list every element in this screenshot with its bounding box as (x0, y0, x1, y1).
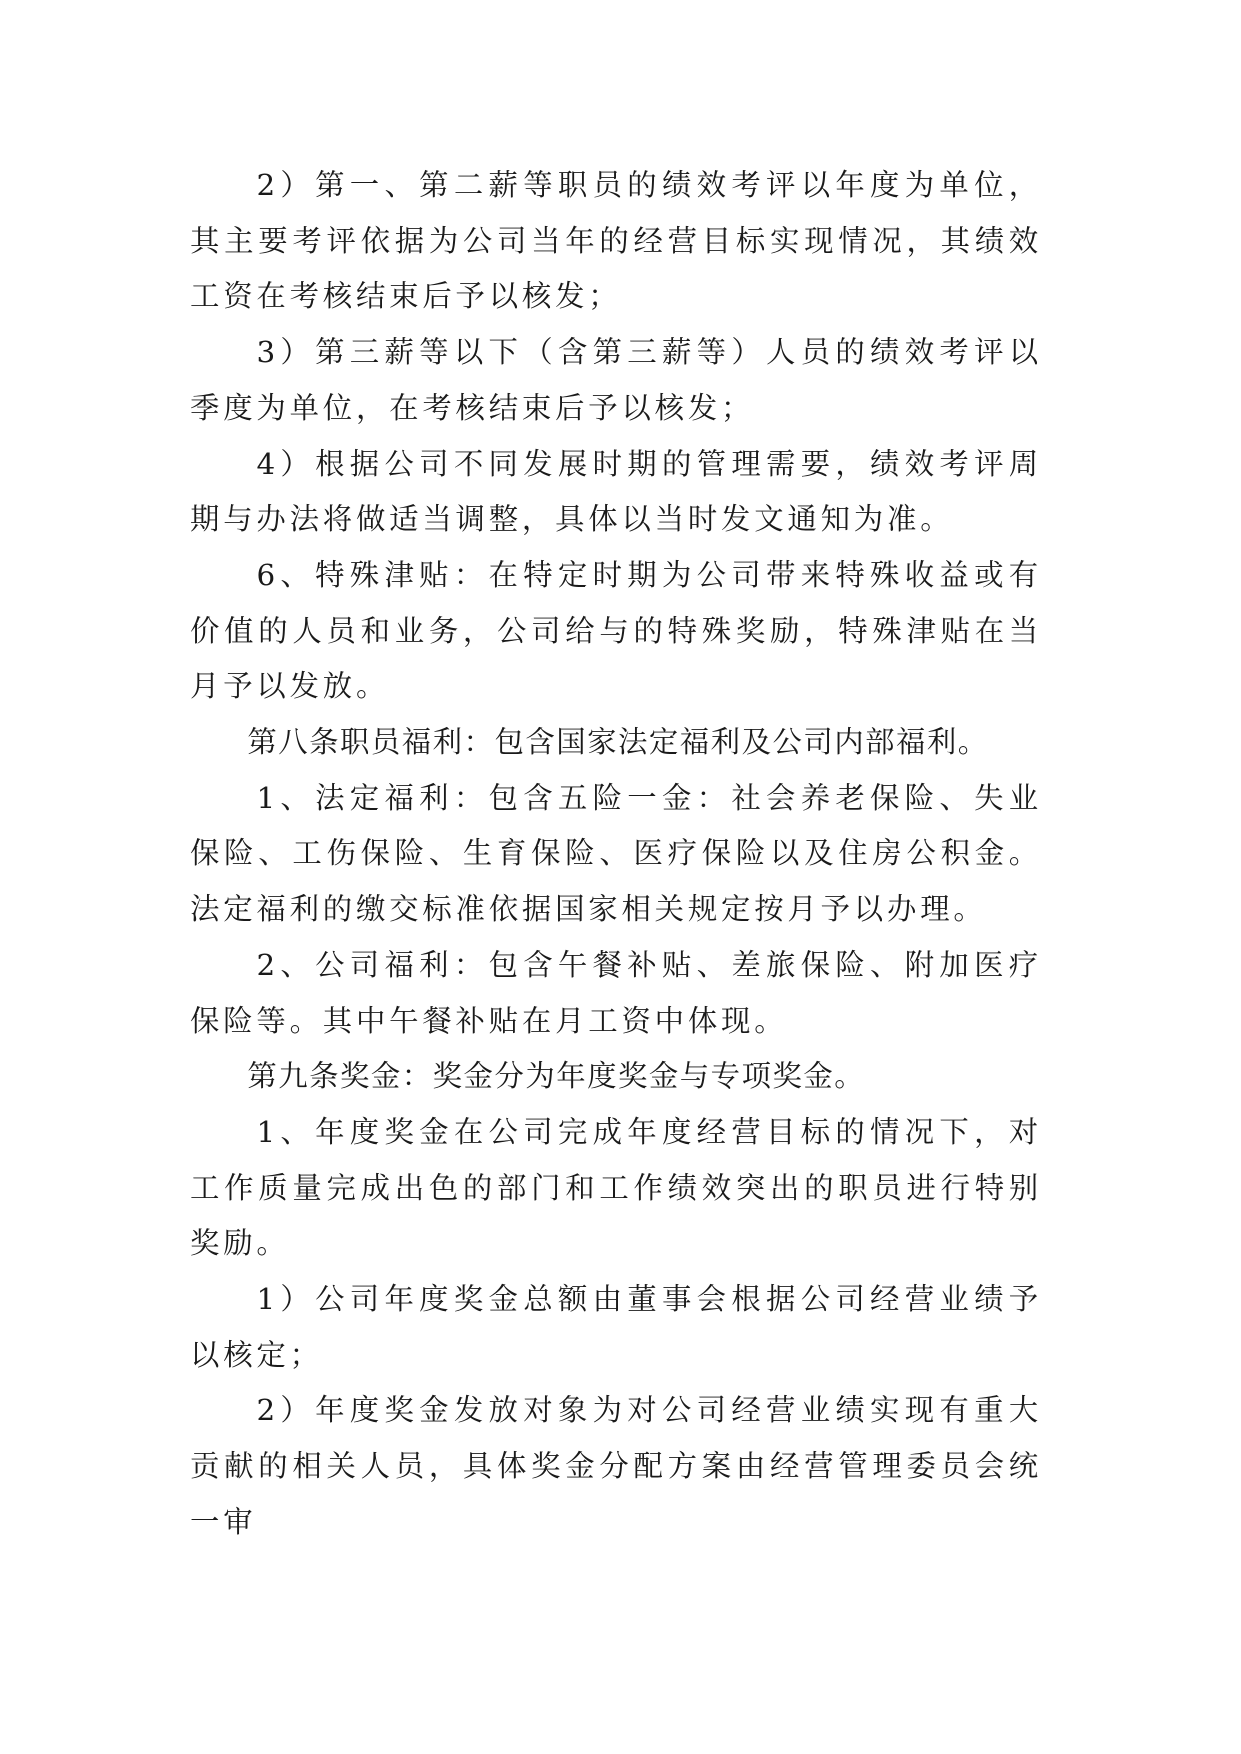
paragraph-performance-review-grade-1-2: 2）第一、第二薪等职员的绩效考评以年度为单位，其主要考评依据为公司当年的经营目标实现情况，其绩效工资在考核结束后予以核发； (190, 168, 1042, 314)
paragraph-performance-review-adjustment: 4）根据公司不同发展时期的管理需要，绩效考评周期与办法将做适当调整，具体以当时发文通知为准。 (190, 446, 1042, 537)
article-8-heading: 第八条职员福利：包含国家法定福利及公司内部福利。 (247, 725, 989, 760)
paragraph-statutory-benefits: 1、法定福利：包含五险一金：社会养老保险、失业保险、工伤保险、生育保险、医疗保险以及住房公积金。法定福利的缴交标准依据国家相关规定按月予以办理。 (190, 780, 1042, 927)
paragraph-annual-bonus-recipients: 2）年度奖金发放对象为对公司经营业绩实现有重大贡献的相关人员，具体奖金分配方案由经营管理委员会统一审 (190, 1393, 1042, 1539)
paragraph-annual-bonus-total: 1）公司年度奖金总额由董事会根据公司经营业绩予以核定； (190, 1282, 1042, 1372)
article-9-heading: 第九条奖金：奖金分为年度奖金与专项奖金。 (247, 1059, 866, 1094)
paragraph-performance-review-grade-3: 3）第三薪等以下（含第三薪等）人员的绩效考评以季度为单位，在考核结束后予以核发； (190, 335, 1042, 425)
paragraph-special-allowance: 6、特殊津贴：在特定时期为公司带来特殊收益或有价值的人员和业务，公司给与的特殊奖励，特殊津贴在当月予以发放。 (190, 557, 1042, 704)
paragraph-annual-bonus: 1、年度奖金在公司完成年度经营目标的情况下，对工作质量完成出色的部门和工作绩效突出的职员进行特别奖励。 (190, 1114, 1042, 1261)
document-body (190, 158, 1042, 1551)
paragraph-company-benefits: 2、公司福利：包含午餐补贴、差旅保险、附加医疗保险等。其中午餐补贴在月工资中体现。 (190, 947, 1042, 1038)
